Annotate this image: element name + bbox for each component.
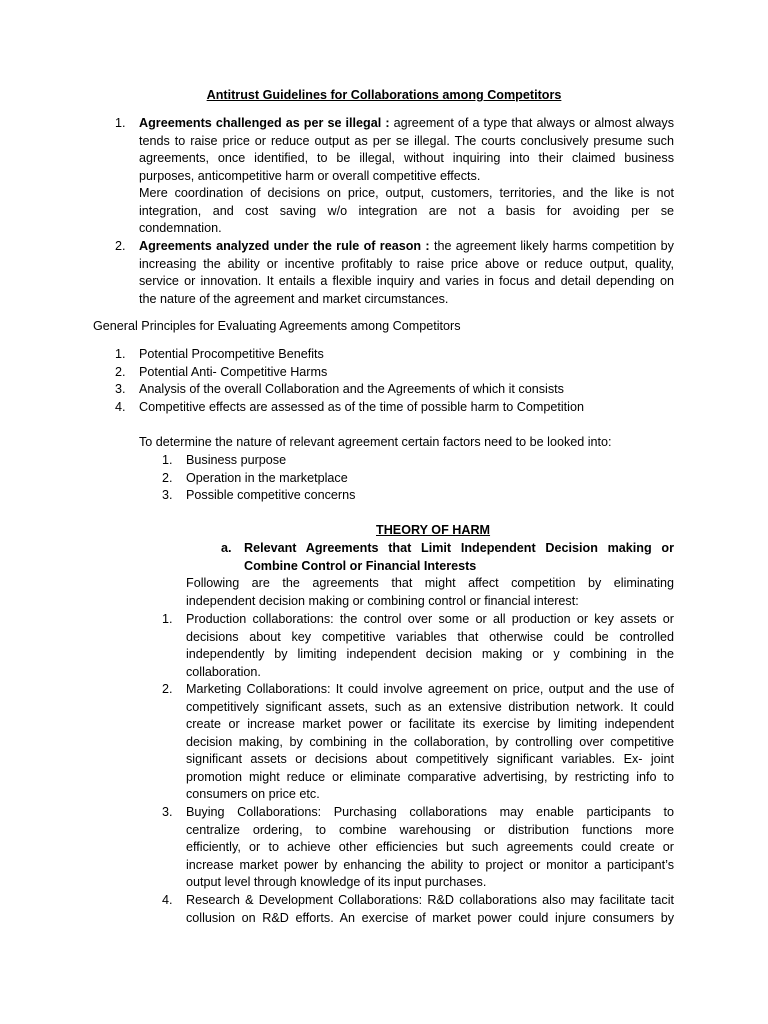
theory-heading: THEORY OF HARM bbox=[376, 523, 491, 537]
list-item-line: Agreements analyzed under the rule of reason : the agreement likely harms competition by bbox=[139, 239, 674, 253]
item-label: Agreements challenged as per se illegal : bbox=[139, 116, 390, 130]
factors-intro: To determine the nature of relevant agreement certain factors need to be looked into: bbox=[139, 435, 612, 449]
list-item-line: the nature of the agreement and market circumstances. bbox=[139, 291, 449, 306]
list-item-line: promotion might reduce or eliminate comparative advertising, by restricting info to bbox=[186, 769, 674, 784]
list-item: Potential Procompetitive Benefits bbox=[139, 347, 324, 361]
list-item-line: increasing the ability or incentive profitably to raise price above or reduce output, quality, bbox=[139, 256, 674, 271]
list-item-line: collusion on R&D efforts. An exercise of market power could injure consumers by bbox=[186, 910, 674, 925]
list-number: 2. bbox=[115, 239, 126, 253]
list-item-line: integration, and cost saving w/o integration are not a basis for avoiding per se bbox=[139, 203, 674, 218]
list-number: 1. bbox=[162, 612, 173, 626]
sub-letter: a. bbox=[221, 541, 232, 555]
list-number: 4. bbox=[115, 399, 126, 414]
list-item: Operation in the marketplace bbox=[186, 470, 348, 485]
list-item-line: competitively significant assets, such as an extensive distribution network. It could bbox=[186, 699, 674, 714]
list-item-line: create or increase market power or facilitate its exercise by limiting independent bbox=[186, 717, 674, 731]
section-heading: General Principles for Evaluating Agreements among Competitors bbox=[93, 319, 461, 333]
item-label: Agreements analyzed under the rule of reason : bbox=[139, 239, 430, 253]
list-item-line: increase market power by enhancing the ability to project or monitor a participant’s bbox=[186, 857, 674, 872]
document-title: Antitrust Guidelines for Collaborations among Competitors bbox=[206, 88, 562, 102]
list-number: 2. bbox=[162, 470, 173, 485]
list-item-line: Marketing Collaborations: It could involve agreement on price, output and the use of bbox=[186, 682, 674, 696]
list-item-line: centralize ordering, to combine warehousing or distribution functions more bbox=[186, 822, 674, 837]
list-item: Business purpose bbox=[186, 453, 287, 467]
list-item-line: Research & Development Collaborations: R&D collaborations also may facilitate tacit bbox=[186, 893, 674, 907]
list-number: 1. bbox=[162, 453, 173, 467]
list-item-line: efficiently, or to achieve other efficiencies but such agreements could create or bbox=[186, 840, 674, 854]
list-number: 3. bbox=[162, 488, 173, 502]
list-item-line: agreements, once identified, to be illegal, without inquiring into their claimed business bbox=[139, 151, 674, 165]
list-item-line: Mere coordination of decisions on price, output, customers, territories, and the like is not bbox=[139, 186, 674, 200]
list-item-line: output level through knowledge of its input purchases. bbox=[186, 875, 487, 889]
list-item: Potential Anti- Competitive Harms bbox=[139, 364, 328, 379]
list-item-line: significant assets or decisions about competitively significant variables. Ex- joint bbox=[186, 752, 674, 766]
list-item-line: decision making, by combining in the collaboration, by controlling over competitive bbox=[186, 734, 674, 749]
list-item-line: purposes, anticompetitive harm or overall competitive effects. bbox=[139, 168, 481, 183]
subheading-line: Relevant Agreements that Limit Independent Decision making or bbox=[244, 541, 674, 555]
list-number: 2. bbox=[162, 682, 173, 696]
theory-intro-line: independent decision making or combining control or financial interest: bbox=[186, 593, 579, 608]
list-item-line: tends to raise price or reduce output as per se illegal. The courts conclusively presume such bbox=[139, 133, 674, 148]
list-item-line: condemnation. bbox=[139, 221, 222, 235]
list-item-line: decisions about key competitive variables that otherwise could be controlled bbox=[186, 629, 674, 644]
list-number: 3. bbox=[115, 382, 126, 396]
list-item-line: Agreements challenged as per se illegal : agreement of a type that always or almost always bbox=[139, 116, 675, 130]
list-number: 1. bbox=[115, 116, 126, 130]
list-item: Possible competitive concerns bbox=[186, 488, 356, 502]
list-item-line: service or innovation. It entails a flexible inquiry and varies in focus and detail depending on bbox=[139, 274, 674, 288]
subheading-line: Combine Control or Financial Interests bbox=[244, 558, 477, 573]
list-number: 4. bbox=[162, 893, 173, 907]
list-item-line: Buying Collaborations: Purchasing collaborations may enable participants to bbox=[186, 805, 674, 819]
list-number: 3. bbox=[162, 805, 173, 819]
list-number: 1. bbox=[115, 347, 126, 361]
list-item-line: consumers on price etc. bbox=[186, 787, 320, 801]
list-item: Competitive effects are assessed as of the time of possible harm to Competition bbox=[139, 399, 584, 414]
list-item-line: Production collaborations: the control over some or all production or key assets or bbox=[186, 612, 674, 626]
theory-intro-line: Following are the agreements that might affect competition by eliminating bbox=[186, 576, 674, 590]
list-item-line: independently by limiting independent decision making or y combining in the bbox=[186, 647, 674, 661]
list-number: 2. bbox=[115, 364, 126, 379]
list-item-line: collaboration. bbox=[186, 664, 261, 679]
list-item: Analysis of the overall Collaboration and the Agreements of which it consists bbox=[139, 382, 564, 396]
